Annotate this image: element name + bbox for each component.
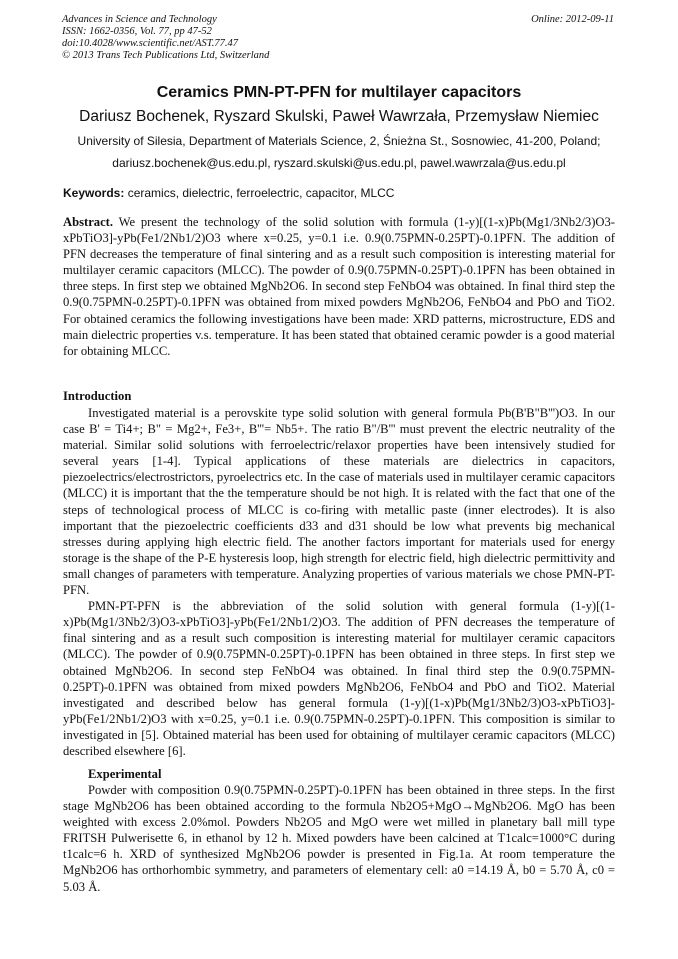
experimental-body <box>63 782 615 895</box>
journal-name: Advances in Science and Technology <box>62 14 217 25</box>
journal-header <box>62 14 618 62</box>
abstract <box>63 214 615 359</box>
issn-line: ISSN: 1662-0356, Vol. 77, pp 47-52 <box>62 26 212 37</box>
introduction-paragraph-1: Investigated material is a perovskite type solid solution with general formula Pb(B'B"B''')O3. In our case B' = Ti4+; B" = Mg2+, Fe3+, B'''= Nb5+. The ratio B"/B''' must prevent the electric neutrality of the material. Similar solid solutions with ferroelectric/relaxor properties have been intensively studied for several years [1-4]. Typical applications of these materials are dielectrics in capacitors, piezoelectrics/electrostrictors, pyroelectrics etc. In the case of materials used in multilayer ceramic capacitors (MLCC) it is important that the the temperature should be not high. It is related with the fact that one of the steps of technological process of MLCC is co-firing with metallic paste (inner electrodes). It is also important that the piezoelectric coefficients d33 and d31 should be low what prevents big mechanical stresses during applying high electric field. The another factors important for materials used for energy storage is the shape of the P-E hysteresis loop, high strength for electric field, high dielectric permittivity and small changes of parameters with temperature. Analyzing properties of various materials we chose PMN-PT-PFN. <box>63 406 615 598</box>
experimental-heading: Experimental <box>88 767 162 781</box>
abstract-label: Abstract. <box>63 215 114 229</box>
keywords-label: Keywords: <box>63 186 125 200</box>
author-emails: dariusz.bochenek@us.edu.pl, ryszard.skulski@us.edu.pl, pawel.wawrzala@us.edu.pl <box>112 156 566 170</box>
affiliation: University of Silesia, Department of Materials Science, 2, Śnieżna St., Sosnowiec, 41-200, Poland; <box>77 134 601 148</box>
paper-title: Ceramics PMN-PT-PFN for multilayer capacitors <box>156 84 522 101</box>
keywords <box>63 186 623 200</box>
keywords-text: ceramics, dielectric, ferroelectric, capacitor, MLCC <box>127 186 395 200</box>
introduction-heading: Introduction <box>63 389 132 403</box>
online-date: Online: 2012-09-11 <box>531 14 614 25</box>
introduction-body <box>63 405 615 759</box>
abstract-text: We present the technology of the solid solution with formula (1-y)[(1-x)Pb(Mg1/3Nb2/3)O3-xPbTiO3]-yPb(Fe1/2Nb1/2)O3 where x=0.25, y=0.1 i.e. 0.9(0.75PMN-0.25PT)-0.1PFN. The addition of PFN decreases the temperature of final sintering and as a result such composition is interesting material for multilayer ceramic capacitors (MLCC). The powder of 0.9(0.75PMN-0.25PT)-0.1PFN has been obtained in three steps. In first step we obtained MgNb2O6. In second step FeNbO4 was obtained. In final third step the 0.9(0.75PMN-0.25PT)-0.1PFN was obtained from mixed powders MgNb2O6, FeNbO4 and PbO and TiO2. For obtained ceramics the following investigations have been made: XRD patterns, microstructure, EDS and main dielectric properties v.s. temperature. It has been stated that obtained ceramic powder is a good material for obtaining MLCC. <box>63 215 616 358</box>
introduction-paragraph-2: PMN-PT-PFN is the abbreviation of the solid solution with general formula (1-y)[(1-x)Pb(Mg1/3Nb2/3)O3-xPbTiO3]-yPb(Fe1/2Nb1/2)O3. The addition of PFN decreases the temperature of final sintering and as a result such composition is interesting material for multilayer ceramic capacitors (MLCC). The powder of 0.9(0.75PMN-0.25PT)-0.1PFN has been obtained in three steps. In first step we obtained MgNb2O6. In second step FeNbO4 was obtained. In final third step the 0.9(0.75PMN-0.25PT)-0.1PFN was obtained from mixed powders MgNb2O6, FeNbO4 and PbO and TiO2. Material investigated and described below has general formula (1-y)[(1-x)Pb(Mg1/3Nb2/3)O3-xPbTiO3]-yPb(Fe1/2Nb1/2)O3 with x=0.25, y=0.1 i.e. 0.9(0.75PMN-0.25PT)-0.1PFN. This composition is similar to investigated in [5]. Obtained material has been used for obtaining of multilayer ceramic capacitors (MLCC) described elsewhere [6]. <box>63 599 615 758</box>
copyright-line: © 2013 Trans Tech Publications Ltd, Switzerland <box>62 50 270 61</box>
experimental-paragraph-1: Powder with composition 0.9(0.75PMN-0.25PT)-0.1PFN has been obtained in three steps. In the first stage MgNb2O6 has been obtained according to the formula Nb2O5+MgO→MgNb2O6. MgO has been weighted with excess 2.0%mol. Powders Nb2O5 and MgO were wet milled in planetary ball mill type FRITSH Pulwerisette 6, in ethanol by 12 h. Mixed powders have been calcined at T1calc=1000°C during t1calc=6 h. XRD of synthesized MgNb2O6 powder is presented in Fig.1a. At room temperature the MgNb2O6 has orthorhombic symmetry, and parameters of elementary cell: a0 =14.19 Å, b0 = 5.70 Å, c0 = 5.03 Å. <box>63 783 615 894</box>
doi-line: doi:10.4028/www.scientific.net/AST.77.47 <box>62 38 239 49</box>
authors: Dariusz Bochenek, Ryszard Skulski, Paweł Wawrzała, Przemysław Niemiec <box>79 108 599 125</box>
